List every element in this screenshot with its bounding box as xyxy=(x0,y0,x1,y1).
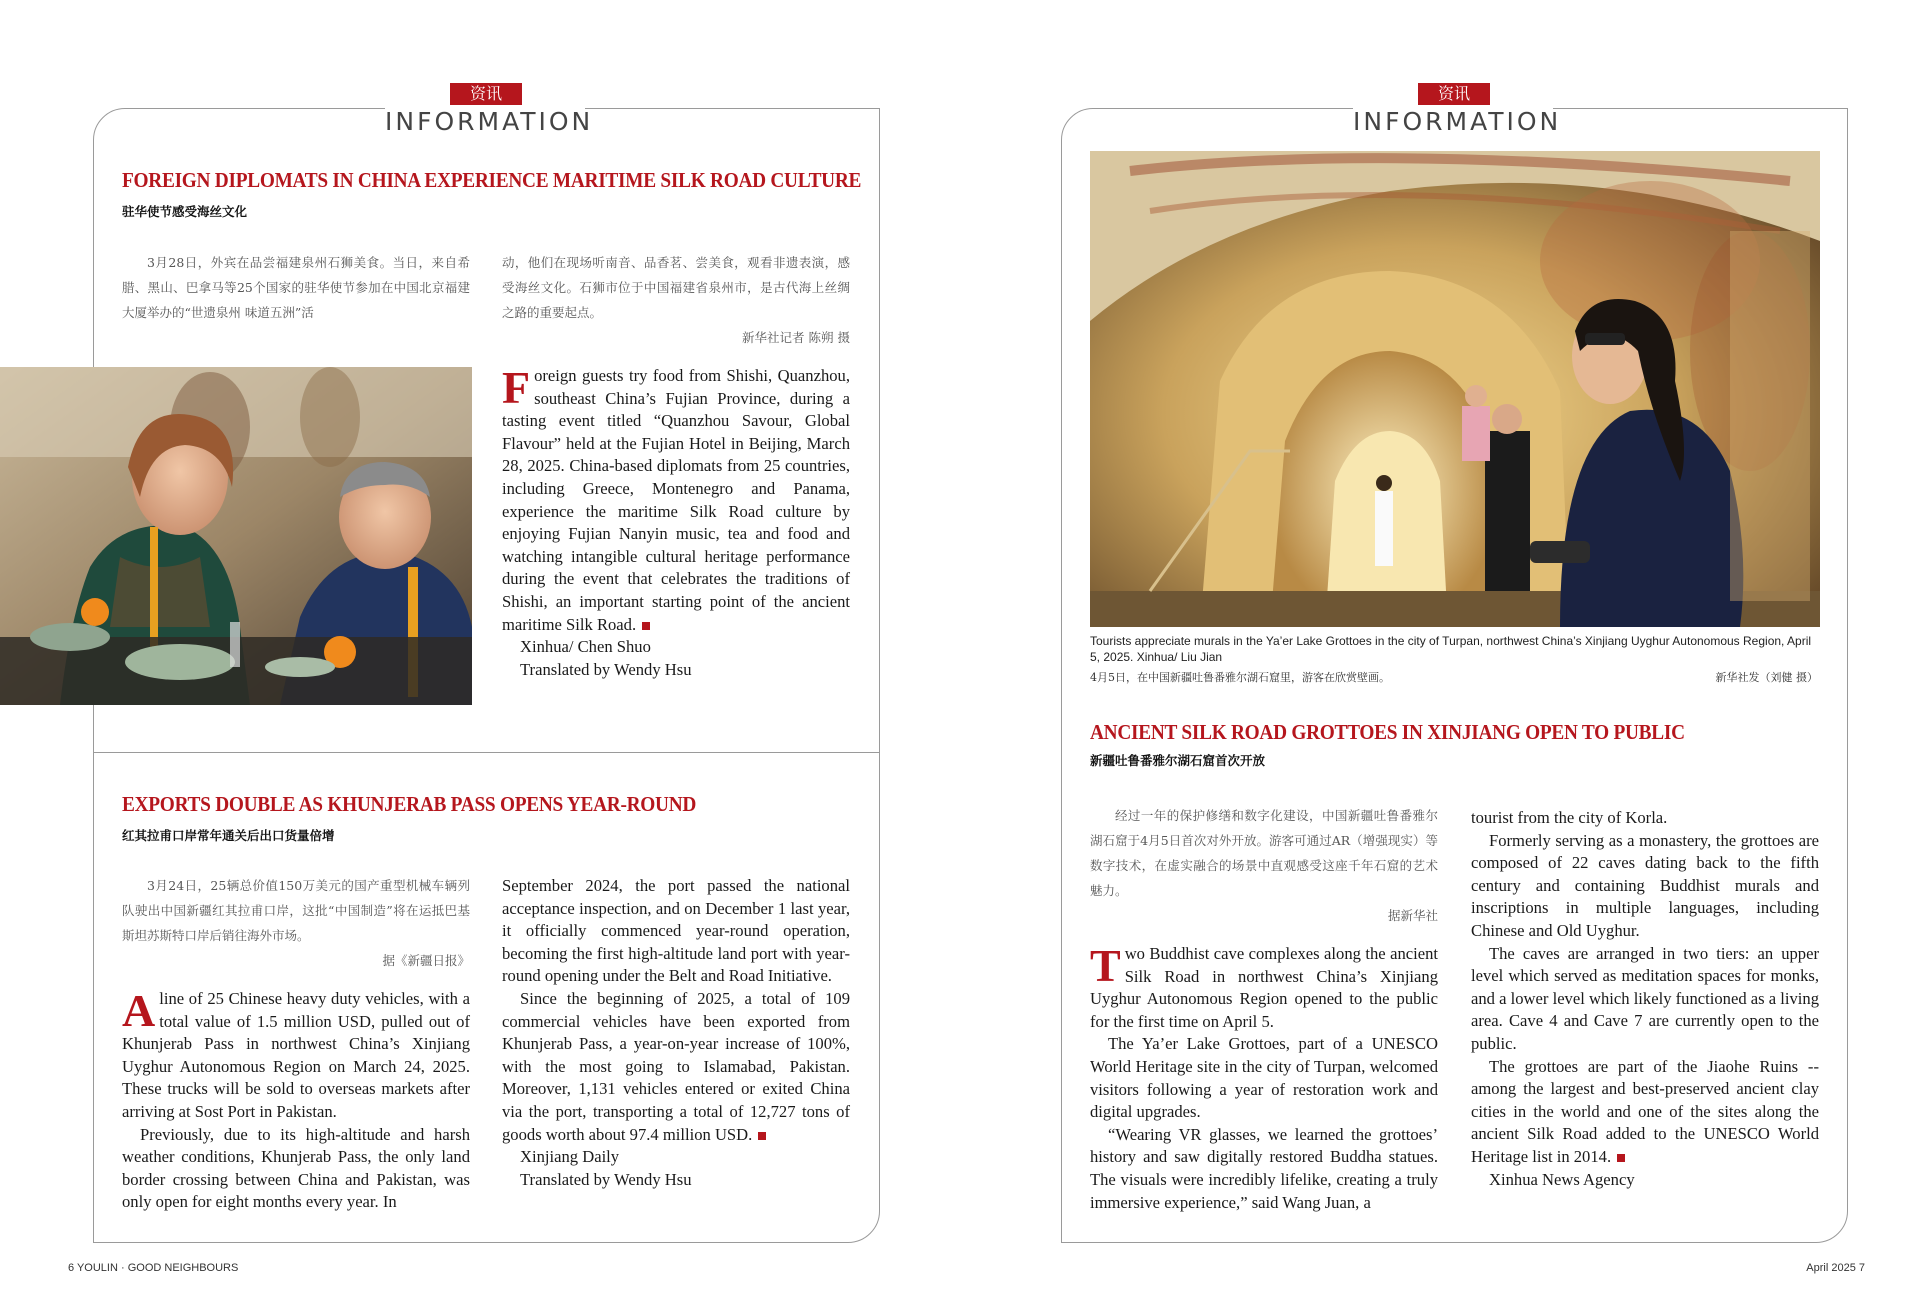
photo-credit: Xinhua/ Chen Shuo xyxy=(520,637,651,657)
source-credit: Xinhua News Agency xyxy=(1489,1169,1635,1189)
article-headline: ANCIENT SILK ROAD GROTTOES IN XINJIANG OPEN TO PUBLIC xyxy=(1090,720,1685,744)
grotto-murals-photo xyxy=(1090,151,1820,627)
diplomats-dining-photo xyxy=(0,367,472,705)
photo-caption-cn: 4月5日，在中国新疆吐鲁番雅尔湖石窟里，游客在欣赏壁画。 xyxy=(1090,671,1390,684)
cn-credit: 据新华社 xyxy=(1387,908,1438,923)
article-headline: FOREIGN DIPLOMATS IN CHINA EXPERIENCE MARITIME SILK ROAD CULTURE xyxy=(122,168,862,192)
end-mark-icon xyxy=(642,622,650,630)
cn-summary-col2: 动，他们在现场听南音、品香茗、尝美食，观看非遗表演，感受海丝文化。石狮市位于中国福建省泉州市，是古代海上丝绸之路的重要起点。 新华社记者 陈朔 摄 xyxy=(502,250,850,350)
translator-credit: Translated by Wendy Hsu xyxy=(520,1169,692,1189)
page-footer: 6 YOULIN · GOOD NEIGHBOURS xyxy=(68,1262,239,1274)
article-subtitle: 红其拉甫口岸常年通关后出口货量倍增 xyxy=(122,828,335,843)
drop-cap: T xyxy=(1090,940,1121,991)
end-mark-icon xyxy=(1617,1154,1625,1162)
article-headline: EXPORTS DOUBLE AS KHUNJERAB PASS OPENS YEAR-ROUND xyxy=(122,792,697,816)
section-tag: 资讯 xyxy=(450,83,522,105)
section-tag: 资讯 xyxy=(1418,83,1490,105)
article-body-col1: Two Buddhist cave complexes along the ancient Silk Road in northwest China’s Xinjiang Uyghur Autonomous Region opened to the public for the first time on April 5. The Ya’er Lake Grottoes, part of a UNESCO World Heritage site in the city of Turpan, welcomed visitors following a year of restoration work and digital upgrades. “Wearing VR glasses, we learned the grottoes’ history and saw digitally restored Buddha statues. The visuals were incredibly lifelike, creating a truly immersive experience,” said Wang Juan, a xyxy=(1090,940,1438,1212)
drop-cap: F xyxy=(502,362,531,413)
cn-summary-col1: 3月28日，外宾在品尝福建泉州石狮美食。当日，来自希腊、黑山、巴拿马等25个国家的驻华使节参加在中国北京福建大厦举办的“世遗泉州 味道五洲”活 xyxy=(122,255,470,320)
article-subtitle: 驻华使节感受海丝文化 xyxy=(122,204,248,219)
source-credit: Xinjiang Daily xyxy=(520,1147,620,1167)
cn-summary: 3月24日，25辆总价值150万美元的国产重型机械车辆列队驶出中国新疆红其拉甫口岸，这批“中国制造”将在运抵巴基斯坦苏斯特口岸后销往海外市场。 据《新疆日报》 xyxy=(122,873,470,973)
left-page-divider xyxy=(93,752,880,753)
article-subtitle: 新疆吐鲁番雅尔湖石窟首次开放 xyxy=(1090,753,1266,768)
translator-credit: Translated by Wendy Hsu xyxy=(520,659,692,679)
article-body: Foreign guests try food from Shishi, Quanzhou, southeast China’s Fujian Province, during a tasting event titled “Quanzhou Savour, Global Flavour” held at the Fujian Hotel in Beijing, March 28, 2025. China-based diplomats from 25 countries, including Greece, Montenegro and Panama, experience the maritime Silk Road culture by enjoying Fujian Nanyin music, tea and food and watching intangible cultural heritage performance during the event that celebrates the traditions of Shishi, an important starting point of the ancient maritime Silk Road. Xinhua/ Chen Shuo Translated by Wendy Hsu xyxy=(502,365,850,681)
article-body-col2: tourist from the city of Korla. Formerly serving as a monastery, the grottoes are composed of 22 caves dating back to the fifth century and containing Buddhist murals and inscriptions in multiple languages, including Chinese and Old Uyghur. The caves are arranged in two tiers: an upper level which served as meditation spaces for monks, and a lower level which likely functioned as a living area. Cave 4 and Cave 7 are currently open to the public. The grottoes are part of the Jiaohe Ruins -- among the largest and best-preserved ancient clay cities in the world and one of the sites along the ancient Silk Road added to the UNESCO World Heritage list in 2014. Xinhua News Agency xyxy=(1471,807,1819,1191)
cn-summary: 经过一年的保护修缮和数字化建设，中国新疆吐鲁番雅尔湖石窟于4月5日首次对外开放。游客可通过AR（增强现实）等数字技术，在虚实融合的场景中直观感受这座千年石窟的艺术魅力。 据新华社 xyxy=(1090,803,1438,928)
section-label: INFORMATION xyxy=(1353,107,1562,136)
photo-caption: Tourists appreciate murals in the Ya’er Lake Grottoes in the city of Turpan, northwest China’s Xinjiang Uyghur Autonomous Region, April 5, 2025. Xinhua/ Liu Jian xyxy=(1090,634,1812,664)
cn-credit: 新华社记者 陈朔 摄 xyxy=(742,330,850,345)
photo-caption-cn-credit: 新华社发（刘健 摄） xyxy=(1715,671,1818,684)
article-body-col2: September 2024, the port passed the national acceptance inspection, and on December 1 last year, it officially commenced year-round operation, becoming the first high-altitude land port with year-round opening under the Belt and Road Initiative. Since the beginning of 2025, a total of 109 commercial vehicles have been exported from Khunjerab Pass, a year-on-year increase of 100%, with the most going to Islamabad, Pakistan. Moreover, 1,131 vehicles entered or exited China via the port, transporting a total of 12,727 tons of goods worth about 97.4 million USD. Xinjiang Daily Translated by Wendy Hsu xyxy=(502,875,850,1191)
article-body-col1: Aline of 25 Chinese heavy duty vehicles, with a total value of 1.5 million USD, pulled out of Khunjerab Pass in northwest China’s Xinjiang Uyghur Autonomous Region on March 24, 2025. These trucks will be sold to overseas markets after arriving at Sost Port in Pakistan. Previously, due to its high-altitude and harsh weather conditions, Khunjerab Pass, the only land border crossing between China and Pakistan, was only open for eight months every year. In xyxy=(122,985,470,1212)
cn-credit: 据《新疆日报》 xyxy=(382,953,470,968)
drop-cap: A xyxy=(122,985,156,1036)
section-label: INFORMATION xyxy=(385,107,594,136)
page-footer: April 2025 7 xyxy=(1806,1262,1865,1274)
end-mark-icon xyxy=(758,1132,766,1140)
